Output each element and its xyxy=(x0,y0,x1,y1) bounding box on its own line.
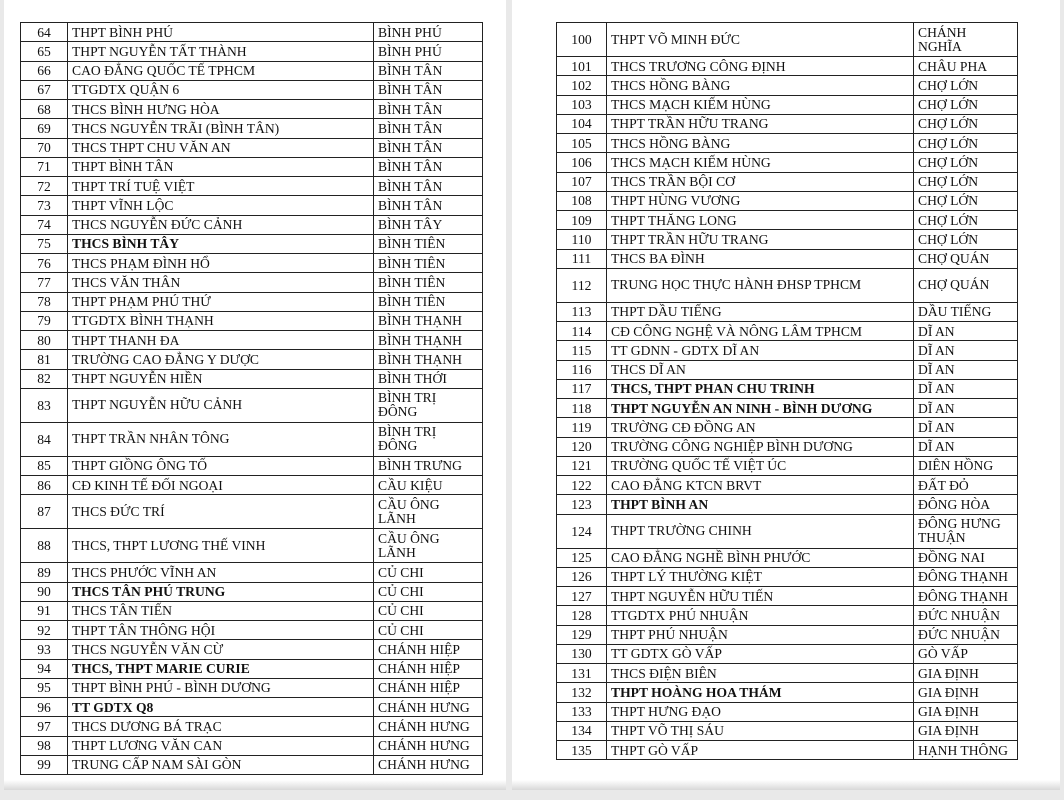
area-cell: CHÁNH HIỆP xyxy=(374,678,483,697)
school-name-cell: TT GDNN - GDTX DĨ AN xyxy=(607,341,914,360)
table-row xyxy=(21,80,483,99)
school-name-cell: TRUNG CẤP NAM SÀI GÒN xyxy=(68,755,374,774)
table-row xyxy=(21,529,483,563)
row-number-cell: 85 xyxy=(21,456,68,475)
table-row xyxy=(21,119,483,138)
school-name-cell: THCS NGUYỄN ĐỨC CẢNH xyxy=(68,215,374,234)
table-row xyxy=(21,621,483,640)
row-number-cell: 129 xyxy=(557,625,607,644)
school-name-cell: TRƯỜNG CÔNG NGHIỆP BÌNH DƯƠNG xyxy=(607,437,914,456)
area-cell: GIA ĐỊNH xyxy=(914,683,1018,702)
row-number-cell: 128 xyxy=(557,606,607,625)
row-number-cell: 124 xyxy=(557,514,607,548)
table-body-right xyxy=(557,23,1018,760)
table-body-left xyxy=(21,23,483,775)
table-row xyxy=(557,134,1018,153)
row-number-cell: 110 xyxy=(557,230,607,249)
table-row xyxy=(557,741,1018,760)
row-number-cell: 66 xyxy=(21,61,68,80)
school-name-cell: TTGDTX BÌNH THẠNH xyxy=(68,311,374,330)
row-number-cell: 106 xyxy=(557,153,607,172)
row-number-cell: 101 xyxy=(557,57,607,76)
table-row xyxy=(557,76,1018,95)
school-name-cell: THCS, THPT MARIE CURIE xyxy=(68,659,374,678)
school-name-cell: CAO ĐẲNG KTCN BRVT xyxy=(607,476,914,495)
table-row xyxy=(21,422,483,456)
row-number-cell: 120 xyxy=(557,437,607,456)
table-row xyxy=(21,717,483,736)
row-number-cell: 78 xyxy=(21,292,68,311)
row-number-cell: 116 xyxy=(557,360,607,379)
row-number-cell: 100 xyxy=(557,23,607,57)
table-row xyxy=(21,254,483,273)
table-row xyxy=(557,114,1018,133)
row-number-cell: 108 xyxy=(557,191,607,210)
scan-edge-shadow xyxy=(512,780,1060,790)
school-name-cell: THCS BÌNH TÂY xyxy=(68,234,374,253)
area-cell: CHỢ LỚN xyxy=(914,230,1018,249)
area-cell: CHỢ QUÁN xyxy=(914,249,1018,268)
row-number-cell: 73 xyxy=(21,196,68,215)
row-number-cell: 122 xyxy=(557,476,607,495)
area-cell: BÌNH TÂN xyxy=(374,61,483,80)
area-cell: CHỢ LỚN xyxy=(914,114,1018,133)
row-number-cell: 118 xyxy=(557,399,607,418)
school-name-cell: THCS BÌNH HƯNG HÒA xyxy=(68,100,374,119)
row-number-cell: 80 xyxy=(21,331,68,350)
table-row xyxy=(557,230,1018,249)
school-name-cell: THPT BÌNH AN xyxy=(607,495,914,514)
school-list-table-left xyxy=(20,22,483,775)
row-number-cell: 71 xyxy=(21,157,68,176)
area-cell: BÌNH TÂN xyxy=(374,177,483,196)
school-name-cell: TRUNG HỌC THỰC HÀNH ĐHSP TPHCM xyxy=(607,268,914,302)
scan-edge-shadow xyxy=(4,780,506,790)
row-number-cell: 132 xyxy=(557,683,607,702)
table-row xyxy=(557,302,1018,321)
area-cell: CỦ CHI xyxy=(374,563,483,582)
area-cell: BÌNH THẠNH xyxy=(374,311,483,330)
school-name-cell: THCS PHẠM ĐÌNH HỔ xyxy=(68,254,374,273)
row-number-cell: 131 xyxy=(557,664,607,683)
row-number-cell: 96 xyxy=(21,698,68,717)
area-cell: BÌNH THỚI xyxy=(374,369,483,388)
area-cell: ĐÔNG THẠNH xyxy=(914,587,1018,606)
table-row xyxy=(557,172,1018,191)
table-row xyxy=(21,698,483,717)
row-number-cell: 99 xyxy=(21,755,68,774)
table-row xyxy=(557,341,1018,360)
school-name-cell: TRƯỜNG CĐ ĐỒNG AN xyxy=(607,418,914,437)
area-cell: BÌNH TRỊ ĐÔNG xyxy=(374,422,483,456)
area-cell: CHÁNH HIỆP xyxy=(374,640,483,659)
area-cell: BÌNH TRƯNG xyxy=(374,456,483,475)
area-cell: DIÊN HỒNG xyxy=(914,456,1018,475)
table-row xyxy=(21,196,483,215)
school-name-cell: THCS MẠCH KIẾM HÙNG xyxy=(607,153,914,172)
row-number-cell: 91 xyxy=(21,601,68,620)
area-cell: BÌNH TÂY xyxy=(374,215,483,234)
school-name-cell: THPT NGUYỄN TẤT THÀNH xyxy=(68,42,374,61)
school-name-cell: THPT VĨNH LỘC xyxy=(68,196,374,215)
school-name-cell: THPT TRẦN HỮU TRANG xyxy=(607,230,914,249)
school-name-cell: THPT TRẦN HỮU TRANG xyxy=(607,114,914,133)
school-name-cell: THCS ĐỨC TRÍ xyxy=(68,495,374,529)
row-number-cell: 68 xyxy=(21,100,68,119)
table-row xyxy=(557,57,1018,76)
school-name-cell: TT GDTX GÒ VẤP xyxy=(607,644,914,663)
row-number-cell: 70 xyxy=(21,138,68,157)
area-cell: BÌNH TÂN xyxy=(374,157,483,176)
document-page-right xyxy=(512,0,1060,790)
area-cell: ĐỒNG NAI xyxy=(914,548,1018,567)
document-page-left xyxy=(4,0,506,790)
table-row xyxy=(557,548,1018,567)
table-row xyxy=(21,100,483,119)
table-row xyxy=(557,379,1018,398)
table-row xyxy=(21,177,483,196)
row-number-cell: 94 xyxy=(21,659,68,678)
row-number-cell: 97 xyxy=(21,717,68,736)
area-cell: ĐÔNG HÒA xyxy=(914,495,1018,514)
row-number-cell: 111 xyxy=(557,249,607,268)
school-name-cell: THPT TRƯỜNG CHINH xyxy=(607,514,914,548)
table-row xyxy=(21,388,483,422)
area-cell: DĨ AN xyxy=(914,418,1018,437)
table-row xyxy=(21,331,483,350)
row-number-cell: 76 xyxy=(21,254,68,273)
row-number-cell: 95 xyxy=(21,678,68,697)
school-name-cell: THCS MẠCH KIẾM HÙNG xyxy=(607,95,914,114)
area-cell: CHÁNH HƯNG xyxy=(374,698,483,717)
area-cell: ĐÔNG THẠNH xyxy=(914,567,1018,586)
area-cell: ĐỨC NHUẬN xyxy=(914,625,1018,644)
school-name-cell: TTGDTX PHÚ NHUẬN xyxy=(607,606,914,625)
school-name-cell: THPT BÌNH PHÚ xyxy=(68,23,374,42)
area-cell: CẦU KIỆU xyxy=(374,476,483,495)
school-name-cell: THPT TRÍ TUỆ VIỆT xyxy=(68,177,374,196)
area-cell: BÌNH PHÚ xyxy=(374,23,483,42)
school-name-cell: THPT VÕ THỊ SÁU xyxy=(607,721,914,740)
table-row xyxy=(21,350,483,369)
table-row xyxy=(557,249,1018,268)
school-name-cell: THCS TÂN TIẾN xyxy=(68,601,374,620)
table-row xyxy=(557,360,1018,379)
row-number-cell: 115 xyxy=(557,341,607,360)
school-name-cell: THPT HOÀNG HOA THÁM xyxy=(607,683,914,702)
school-name-cell: THCS TRƯƠNG CÔNG ĐỊNH xyxy=(607,57,914,76)
table-row xyxy=(21,456,483,475)
table-row xyxy=(557,683,1018,702)
row-number-cell: 117 xyxy=(557,379,607,398)
table-row xyxy=(557,322,1018,341)
area-cell: BÌNH TÂN xyxy=(374,119,483,138)
school-name-cell: THPT LÝ THƯỜNG KIỆT xyxy=(607,567,914,586)
school-name-cell: THCS BA ĐÌNH xyxy=(607,249,914,268)
school-name-cell: THPT TÂN THÔNG HỘI xyxy=(68,621,374,640)
area-cell: CHỢ LỚN xyxy=(914,76,1018,95)
school-name-cell: THCS HỒNG BÀNG xyxy=(607,76,914,95)
table-row xyxy=(557,399,1018,418)
table-row xyxy=(557,418,1018,437)
area-cell: CỦ CHI xyxy=(374,582,483,601)
school-name-cell: THPT GIỒNG ÔNG TỐ xyxy=(68,456,374,475)
school-name-cell: THPT HÙNG VƯƠNG xyxy=(607,191,914,210)
area-cell: BÌNH TÂN xyxy=(374,80,483,99)
row-number-cell: 123 xyxy=(557,495,607,514)
row-number-cell: 88 xyxy=(21,529,68,563)
area-cell: CHỢ LỚN xyxy=(914,211,1018,230)
row-number-cell: 89 xyxy=(21,563,68,582)
table-row xyxy=(21,215,483,234)
school-name-cell: THPT NGUYỄN HIỀN xyxy=(68,369,374,388)
row-number-cell: 92 xyxy=(21,621,68,640)
row-number-cell: 98 xyxy=(21,736,68,755)
table-row xyxy=(21,23,483,42)
table-row xyxy=(557,437,1018,456)
school-name-cell: THPT PHẠM PHÚ THỨ xyxy=(68,292,374,311)
table-row xyxy=(557,625,1018,644)
row-number-cell: 135 xyxy=(557,741,607,760)
table-row xyxy=(557,211,1018,230)
area-cell: CHÂU PHA xyxy=(914,57,1018,76)
area-cell: BÌNH TIÊN xyxy=(374,234,483,253)
school-name-cell: THCS TRẦN BỘI CƠ xyxy=(607,172,914,191)
table-row xyxy=(21,369,483,388)
school-name-cell: THPT THANH ĐA xyxy=(68,331,374,350)
row-number-cell: 103 xyxy=(557,95,607,114)
school-name-cell: THPT NGUYỄN HỮU CẢNH xyxy=(68,388,374,422)
school-name-cell: THCS NGUYỄN TRÃI (BÌNH TÂN) xyxy=(68,119,374,138)
row-number-cell: 74 xyxy=(21,215,68,234)
area-cell: CHÁNH HIỆP xyxy=(374,659,483,678)
row-number-cell: 104 xyxy=(557,114,607,133)
area-cell: CHÁNH NGHĨA xyxy=(914,23,1018,57)
row-number-cell: 126 xyxy=(557,567,607,586)
school-name-cell: THCS HỒNG BÀNG xyxy=(607,134,914,153)
row-number-cell: 64 xyxy=(21,23,68,42)
area-cell: GIA ĐỊNH xyxy=(914,702,1018,721)
table-row xyxy=(21,292,483,311)
school-name-cell: THPT DẦU TIẾNG xyxy=(607,302,914,321)
row-number-cell: 130 xyxy=(557,644,607,663)
area-cell: CHỢ LỚN xyxy=(914,95,1018,114)
school-list-table-right xyxy=(556,22,1018,760)
school-name-cell: TT GDTX Q8 xyxy=(68,698,374,717)
area-cell: DĨ AN xyxy=(914,379,1018,398)
table-row xyxy=(21,640,483,659)
table-row xyxy=(21,311,483,330)
area-cell: BÌNH THẠNH xyxy=(374,331,483,350)
school-name-cell: CĐ CÔNG NGHỆ VÀ NÔNG LÂM TPHCM xyxy=(607,322,914,341)
school-name-cell: THPT BÌNH TÂN xyxy=(68,157,374,176)
row-number-cell: 81 xyxy=(21,350,68,369)
area-cell: CHÁNH HƯNG xyxy=(374,755,483,774)
row-number-cell: 69 xyxy=(21,119,68,138)
area-cell: CỦ CHI xyxy=(374,621,483,640)
school-name-cell: THPT LƯƠNG VĂN CAN xyxy=(68,736,374,755)
row-number-cell: 83 xyxy=(21,388,68,422)
school-name-cell: THCS, THPT LƯƠNG THẾ VINH xyxy=(68,529,374,563)
row-number-cell: 112 xyxy=(557,268,607,302)
school-name-cell: THCS VĂN THÂN xyxy=(68,273,374,292)
row-number-cell: 67 xyxy=(21,80,68,99)
table-row xyxy=(557,191,1018,210)
row-number-cell: 114 xyxy=(557,322,607,341)
table-row xyxy=(557,456,1018,475)
row-number-cell: 125 xyxy=(557,548,607,567)
school-name-cell: THCS TÂN PHÚ TRUNG xyxy=(68,582,374,601)
school-name-cell: THCS ĐIỆN BIÊN xyxy=(607,664,914,683)
table-row xyxy=(21,476,483,495)
table-row xyxy=(557,702,1018,721)
area-cell: CHÁNH HƯNG xyxy=(374,736,483,755)
row-number-cell: 75 xyxy=(21,234,68,253)
table-row xyxy=(21,736,483,755)
table-row xyxy=(557,153,1018,172)
school-name-cell: THPT VÕ MINH ĐỨC xyxy=(607,23,914,57)
row-number-cell: 105 xyxy=(557,134,607,153)
area-cell: CHỢ LỚN xyxy=(914,134,1018,153)
table-row xyxy=(557,606,1018,625)
area-cell: CHỢ QUÁN xyxy=(914,268,1018,302)
area-cell: ĐỨC NHUẬN xyxy=(914,606,1018,625)
area-cell: BÌNH TIÊN xyxy=(374,254,483,273)
school-name-cell: CĐ KINH TẾ ĐỐI NGOẠI xyxy=(68,476,374,495)
area-cell: CHỢ LỚN xyxy=(914,172,1018,191)
school-name-cell: THPT HƯNG ĐẠO xyxy=(607,702,914,721)
row-number-cell: 133 xyxy=(557,702,607,721)
table-row xyxy=(557,514,1018,548)
table-row xyxy=(557,268,1018,302)
row-number-cell: 102 xyxy=(557,76,607,95)
table-row xyxy=(21,582,483,601)
area-cell: DĨ AN xyxy=(914,360,1018,379)
area-cell: BÌNH TÂN xyxy=(374,196,483,215)
table-row xyxy=(21,273,483,292)
table-row xyxy=(21,157,483,176)
area-cell: GIA ĐỊNH xyxy=(914,664,1018,683)
area-cell: ĐẤT ĐỎ xyxy=(914,476,1018,495)
table-row xyxy=(21,601,483,620)
school-name-cell: THCS PHƯỚC VĨNH AN xyxy=(68,563,374,582)
area-cell: CHỢ LỚN xyxy=(914,191,1018,210)
area-cell: DĨ AN xyxy=(914,399,1018,418)
area-cell: BÌNH TIÊN xyxy=(374,292,483,311)
table-row xyxy=(557,95,1018,114)
row-number-cell: 109 xyxy=(557,211,607,230)
area-cell: BÌNH THẠNH xyxy=(374,350,483,369)
row-number-cell: 90 xyxy=(21,582,68,601)
school-name-cell: TRƯỜNG QUỐC TẾ VIỆT ÚC xyxy=(607,456,914,475)
row-number-cell: 93 xyxy=(21,640,68,659)
row-number-cell: 121 xyxy=(557,456,607,475)
area-cell: DĨ AN xyxy=(914,322,1018,341)
row-number-cell: 113 xyxy=(557,302,607,321)
table-row xyxy=(557,664,1018,683)
area-cell: CHÁNH HƯNG xyxy=(374,717,483,736)
area-cell: DĨ AN xyxy=(914,341,1018,360)
area-cell: GÒ VẤP xyxy=(914,644,1018,663)
row-number-cell: 107 xyxy=(557,172,607,191)
table-row xyxy=(557,476,1018,495)
school-name-cell: THPT GÒ VẤP xyxy=(607,741,914,760)
school-name-cell: THPT PHÚ NHUẬN xyxy=(607,625,914,644)
area-cell: CẦU ÔNG LÃNH xyxy=(374,495,483,529)
area-cell: DẦU TIẾNG xyxy=(914,302,1018,321)
table-row xyxy=(21,678,483,697)
table-row xyxy=(557,587,1018,606)
table-row xyxy=(21,61,483,80)
table-row xyxy=(21,495,483,529)
area-cell: ĐÔNG HƯNG THUẬN xyxy=(914,514,1018,548)
table-row xyxy=(557,23,1018,57)
area-cell: CẦU ÔNG LÃNH xyxy=(374,529,483,563)
row-number-cell: 134 xyxy=(557,721,607,740)
school-name-cell: THPT TRẦN NHÂN TÔNG xyxy=(68,422,374,456)
school-name-cell: THPT BÌNH PHÚ - BÌNH DƯƠNG xyxy=(68,678,374,697)
table-row xyxy=(557,721,1018,740)
table-row xyxy=(21,755,483,774)
area-cell: CHỢ LỚN xyxy=(914,153,1018,172)
row-number-cell: 65 xyxy=(21,42,68,61)
row-number-cell: 84 xyxy=(21,422,68,456)
area-cell: GIA ĐỊNH xyxy=(914,721,1018,740)
school-name-cell: THPT NGUYỄN AN NINH - BÌNH DƯƠNG xyxy=(607,399,914,418)
row-number-cell: 119 xyxy=(557,418,607,437)
school-name-cell: THCS, THPT PHAN CHU TRINH xyxy=(607,379,914,398)
row-number-cell: 82 xyxy=(21,369,68,388)
table-row xyxy=(557,644,1018,663)
school-name-cell: TTGDTX QUẬN 6 xyxy=(68,80,374,99)
table-row xyxy=(21,234,483,253)
area-cell: BÌNH TIÊN xyxy=(374,273,483,292)
school-name-cell: THCS NGUYỄN VĂN CỪ xyxy=(68,640,374,659)
row-number-cell: 86 xyxy=(21,476,68,495)
table-row xyxy=(21,42,483,61)
row-number-cell: 87 xyxy=(21,495,68,529)
table-row xyxy=(557,567,1018,586)
row-number-cell: 77 xyxy=(21,273,68,292)
table-row xyxy=(21,659,483,678)
table-row xyxy=(557,495,1018,514)
school-name-cell: THCS DĨ AN xyxy=(607,360,914,379)
school-name-cell: THCS THPT CHU VĂN AN xyxy=(68,138,374,157)
school-name-cell: THCS DƯƠNG BÁ TRẠC xyxy=(68,717,374,736)
table-row xyxy=(21,563,483,582)
area-cell: BÌNH PHÚ xyxy=(374,42,483,61)
school-name-cell: THPT THĂNG LONG xyxy=(607,211,914,230)
school-name-cell: THPT NGUYỄN HỮU TIẾN xyxy=(607,587,914,606)
area-cell: BÌNH TÂN xyxy=(374,138,483,157)
area-cell: BÌNH TRỊ ĐÔNG xyxy=(374,388,483,422)
school-name-cell: CAO ĐẲNG QUỐC TẾ TPHCM xyxy=(68,61,374,80)
row-number-cell: 72 xyxy=(21,177,68,196)
row-number-cell: 79 xyxy=(21,311,68,330)
area-cell: CỦ CHI xyxy=(374,601,483,620)
table-row xyxy=(21,138,483,157)
school-name-cell: TRƯỜNG CAO ĐẲNG Y DƯỢC xyxy=(68,350,374,369)
area-cell: DĨ AN xyxy=(914,437,1018,456)
area-cell: BÌNH TÂN xyxy=(374,100,483,119)
row-number-cell: 127 xyxy=(557,587,607,606)
school-name-cell: CAO ĐẲNG NGHỀ BÌNH PHƯỚC xyxy=(607,548,914,567)
area-cell: HẠNH THÔNG xyxy=(914,741,1018,760)
